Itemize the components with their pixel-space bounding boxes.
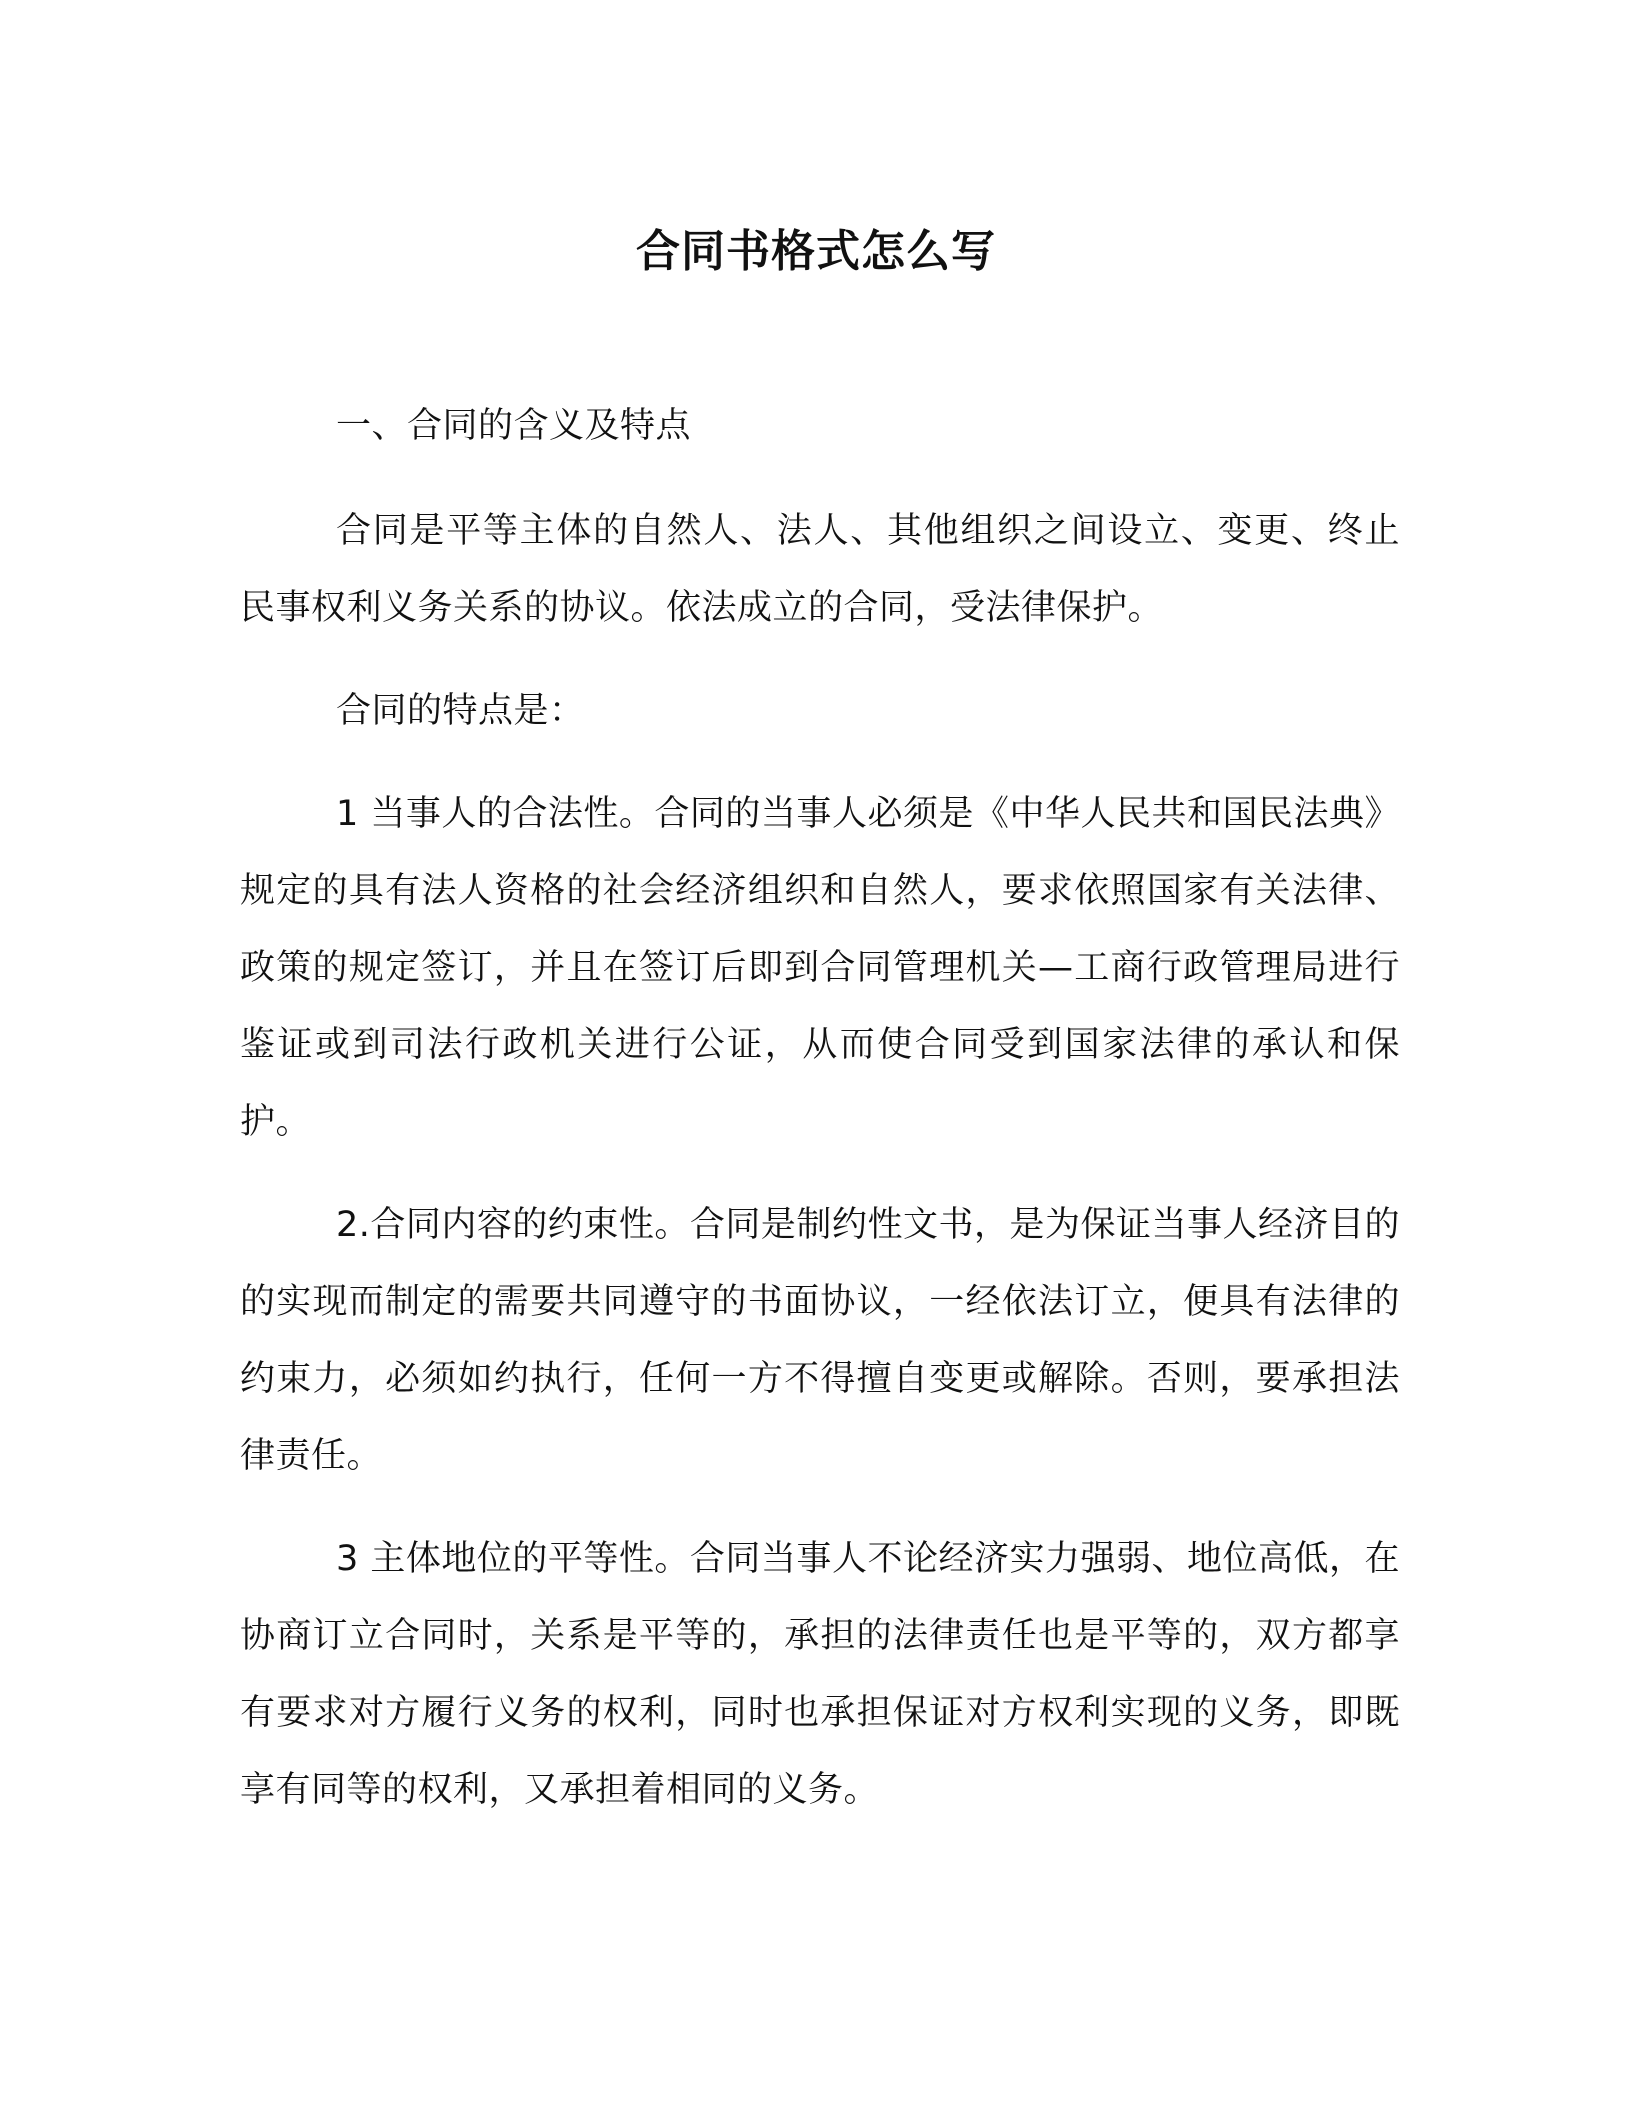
section-heading: 一、合同的含义及特点 <box>336 406 692 446</box>
paragraph-features-intro: 合同的特点是： <box>336 691 585 731</box>
paragraph-feature-1: 1 当事人的合法性。合同的当事人必须是《中华人民共和国民法典》规定的具有法人资格的社会经济组织和自然人，要求依照国家有关法律、政策的规定签订，并且在签订后即到合同管理机关—工商行政管理局进行鉴证或到司法行政机关进行公证，从而使合同受到国家法律的承认和保护。 <box>240 794 1400 1142</box>
paragraph-feature-3: 3 主体地位的平等性。合同当事人不论经济实力强弱、地位高低，在协商订立合同时，关系是平等的，承担的法律责任也是平等的，双方都享有要求对方履行义务的权利，同时也承担保证对方权利实现的义务，即既享有同等的权利，又承担着相同的义务。 <box>240 1539 1400 1810</box>
paragraph-feature-2: 2.合同内容的约束性。合同是制约性文书，是为保证当事人经济目的的实现而制定的需要共同遵守的书面协议，一经依法订立，便具有法律的约束力，必须如约执行，任何一方不得擅自变更或解除。否则，要承担法律责任。 <box>240 1205 1400 1476</box>
document-body <box>240 388 1400 1829</box>
paragraph-definition: 合同是平等主体的自然人、法人、其他组织之间设立、变更、终止民事权利义务关系的协议。依法成立的合同，受法律保护。 <box>240 511 1400 628</box>
document-title: 合同书格式怎么写 <box>636 226 996 277</box>
